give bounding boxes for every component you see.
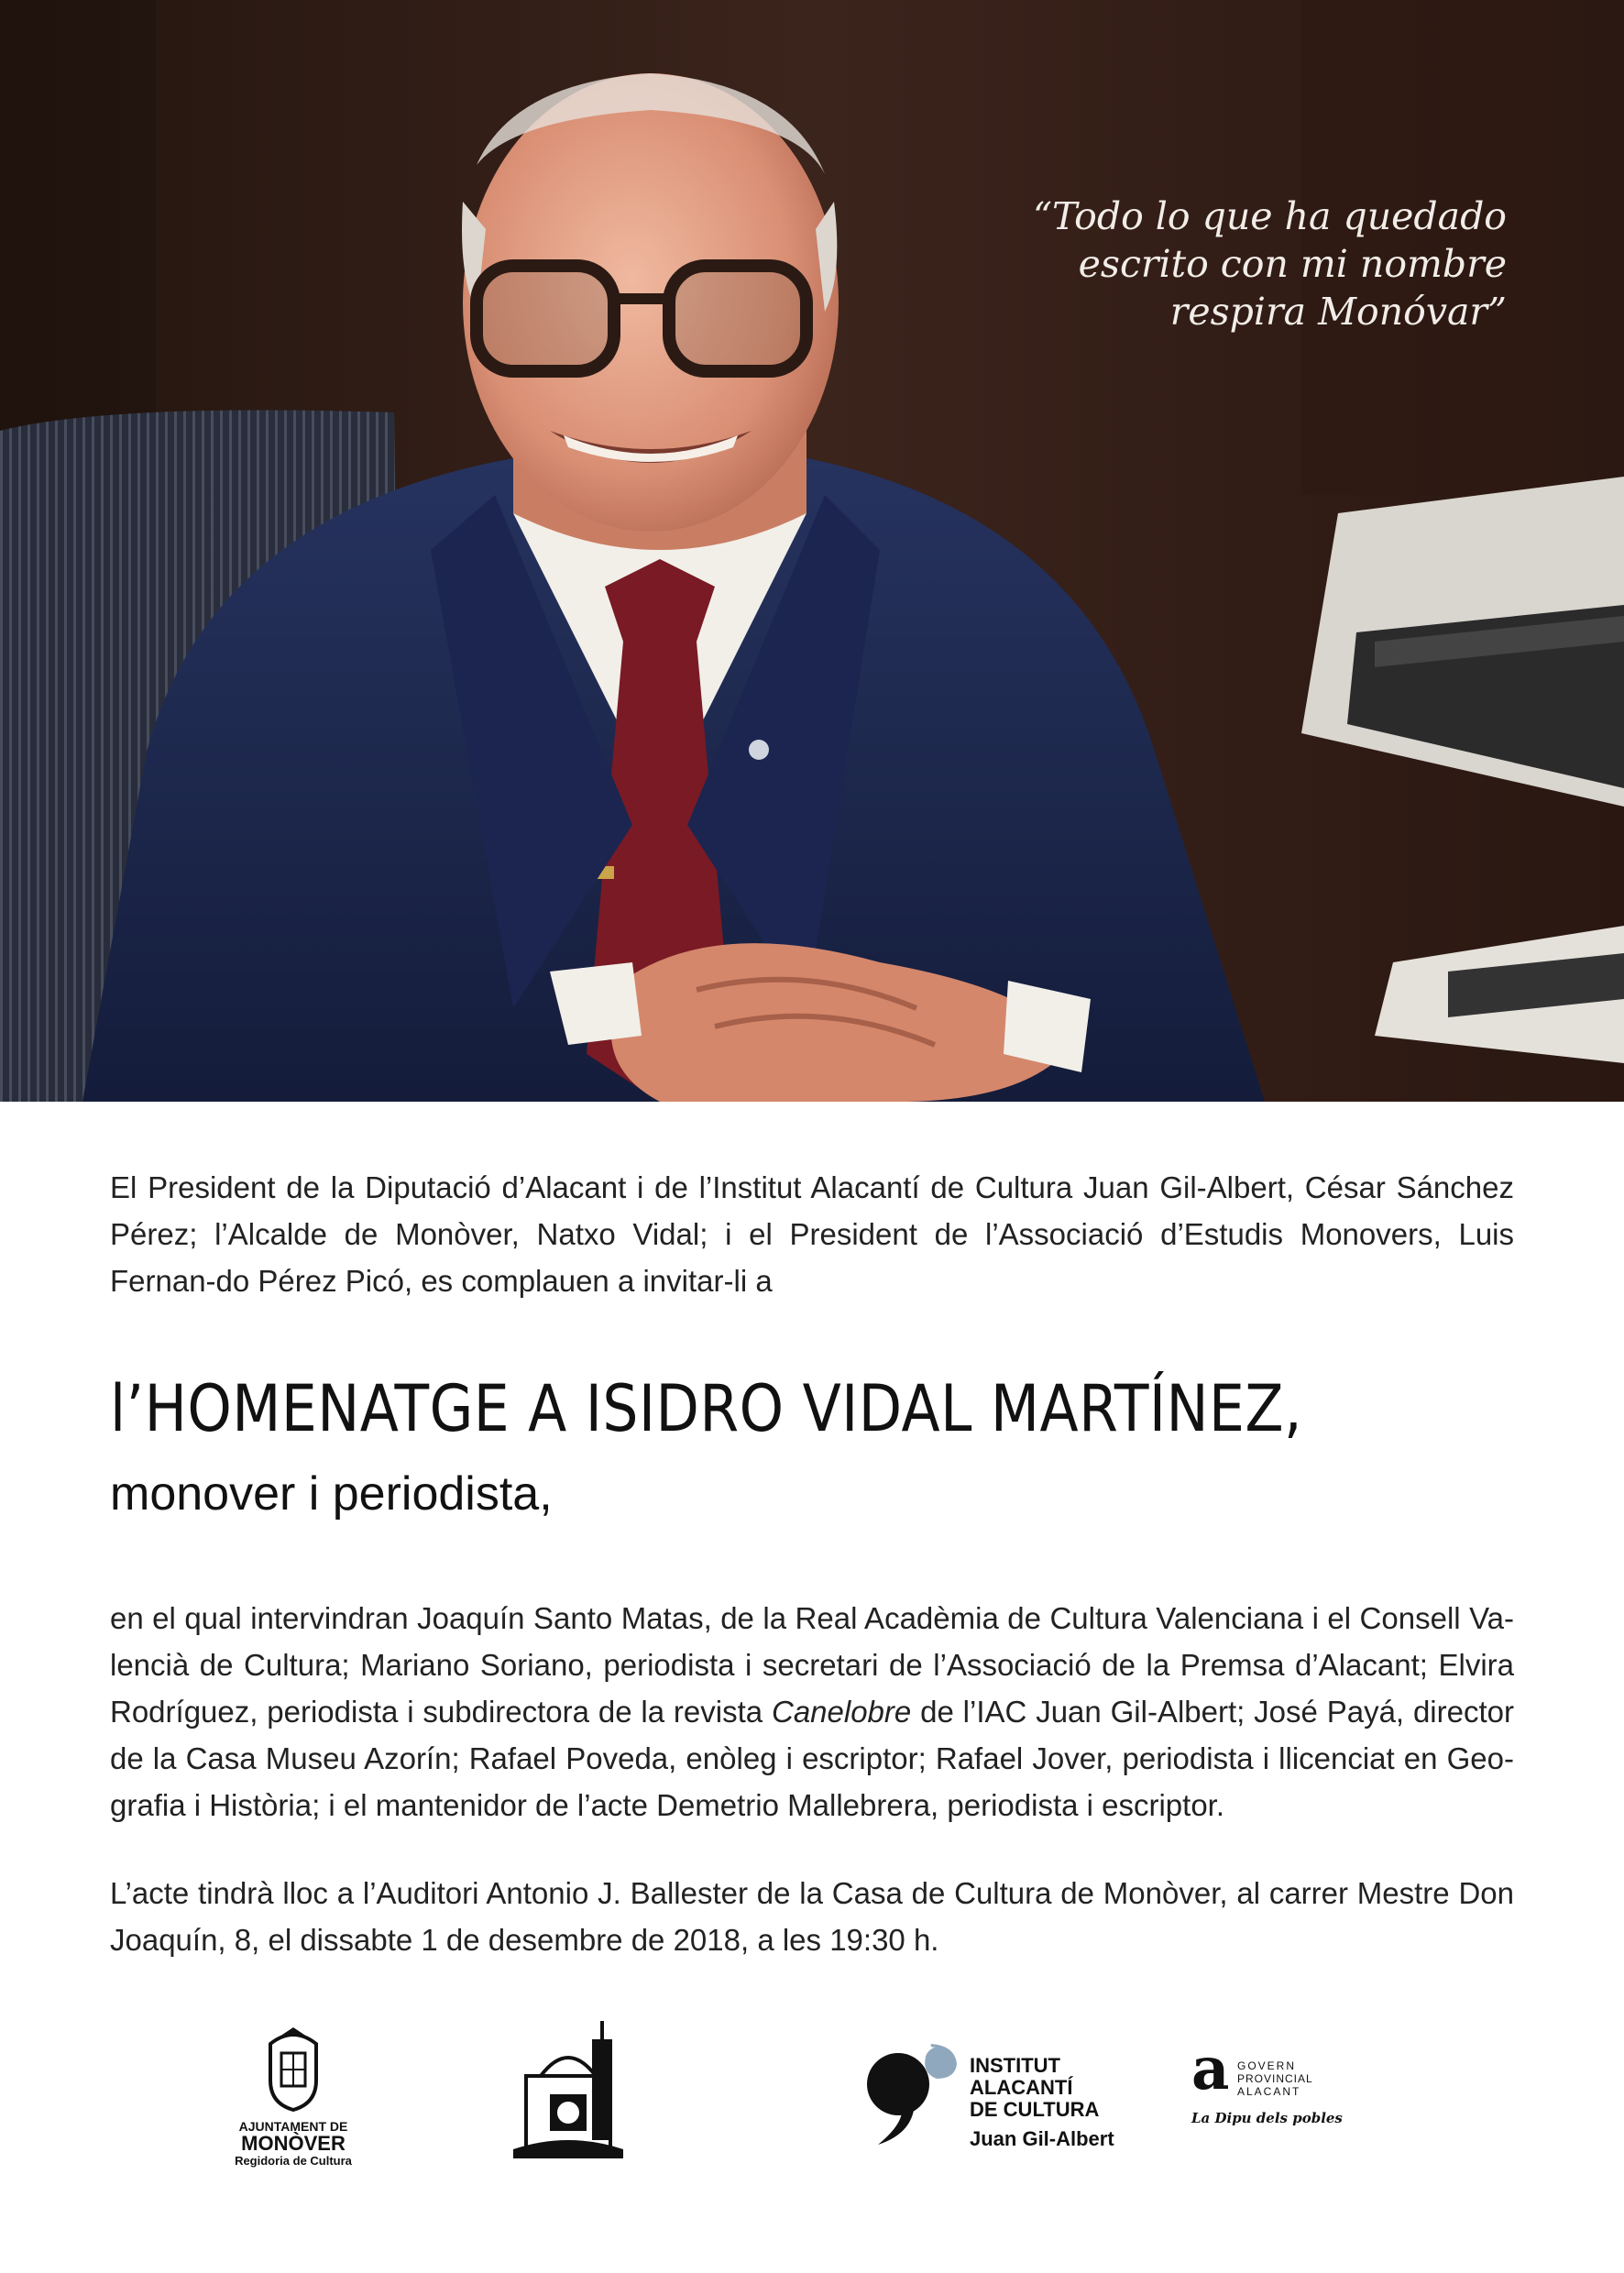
intro-paragraph: El President de la Diputació d’Alacant i de l’Institut Alacantí de Cultura Juan Gil-Albert, César Sánchez Pérez; l’Alcalde de Monòver, Natxo Vidal; i el President de l’Associació d’Estudis Monovers, Luis Fernan-do Pérez Picó, es complauen a invitar-li a xyxy=(110,1170,1514,1298)
diputacio-tagline: La Dipu dels pobles xyxy=(1191,2110,1343,2126)
comma-quote-icon xyxy=(860,2037,960,2147)
quote-line-2: escrito con mi nombre xyxy=(1078,242,1507,286)
speakers-paragraph xyxy=(110,1595,1514,1828)
event-title: l’HOMENATGE A ISIDRO VIDAL MARTÍNEZ, xyxy=(110,1371,1303,1446)
hero-photo xyxy=(0,0,1624,1102)
coat-of-arms-icon xyxy=(261,2026,325,2113)
quote-text xyxy=(865,192,1507,335)
venue-paragraph: L’acte tindrà lloc a l’Auditori Antonio J. Ballester de la Casa de Cultura de Monòver, al carrer Mestre Don Joaquín, 8, el dissabte 1 de desembre de 2018, a les 19:30 h. xyxy=(110,1876,1514,1957)
diputacio-line-2: PROVINCIAL xyxy=(1237,2072,1313,2085)
diputacio-line-3: ALACANT xyxy=(1237,2085,1301,2098)
quote-line-1: “Todo lo que ha quedado xyxy=(1033,194,1507,238)
speakers-text-after: de l’IAC Juan Gil-Albert; José Payá, director de la Casa Museu Azorín; Rafael Poveda, enòleg i escriptor; Rafael Jover, periodista i llicenciat en Geo-grafia i Història; i el mantenidor de l’acte Demetrio Mallebrera, periodista i escriptor. xyxy=(110,1695,1514,1822)
magazine-name: Canelobre xyxy=(771,1695,912,1729)
portrait-illustration xyxy=(0,0,1624,1102)
ajuntament-line-3: Regidoria de Cultura xyxy=(235,2154,352,2168)
ajuntament-line-2: MONÒVER xyxy=(241,2132,346,2155)
iac-juan-gil-albert-logo xyxy=(860,2037,1135,2150)
iac-line-3: DE CULTURA xyxy=(970,2098,1100,2121)
church-illustration-icon xyxy=(513,2021,623,2158)
event-subtitle: monover i periodista, xyxy=(110,1467,553,1521)
ajuntament-line-1: AJUNTAMENT DE xyxy=(238,2119,348,2134)
quote-line-3: respira Monóvar” xyxy=(1169,290,1507,334)
iac-line-1: INSTITUT xyxy=(970,2054,1060,2077)
associacio-estudis-monovers-logo xyxy=(513,2021,623,2163)
iac-line-4: Juan Gil-Albert xyxy=(970,2127,1114,2150)
diputacio-alacant-logo xyxy=(1191,2035,1343,2136)
ajuntament-monover-logo xyxy=(225,2026,362,2168)
iac-line-2: ALACANTÍ xyxy=(970,2076,1073,2099)
speakers-text-before: en el qual intervindran Joaquín Santo Matas, de la Real Acadèmia de Cultura Valenciana i el Consell Va-lencià de Cultura; Mariano Soriano, periodista i secretari de l’Associació de la Premsa d’Alacant; Elvira Rodríguez, periodista i subdirectora de la revista xyxy=(110,1601,1514,1729)
diputacio-line-1: GOVERN xyxy=(1237,2059,1297,2072)
diputacio-mark: a xyxy=(1191,2035,1230,2103)
